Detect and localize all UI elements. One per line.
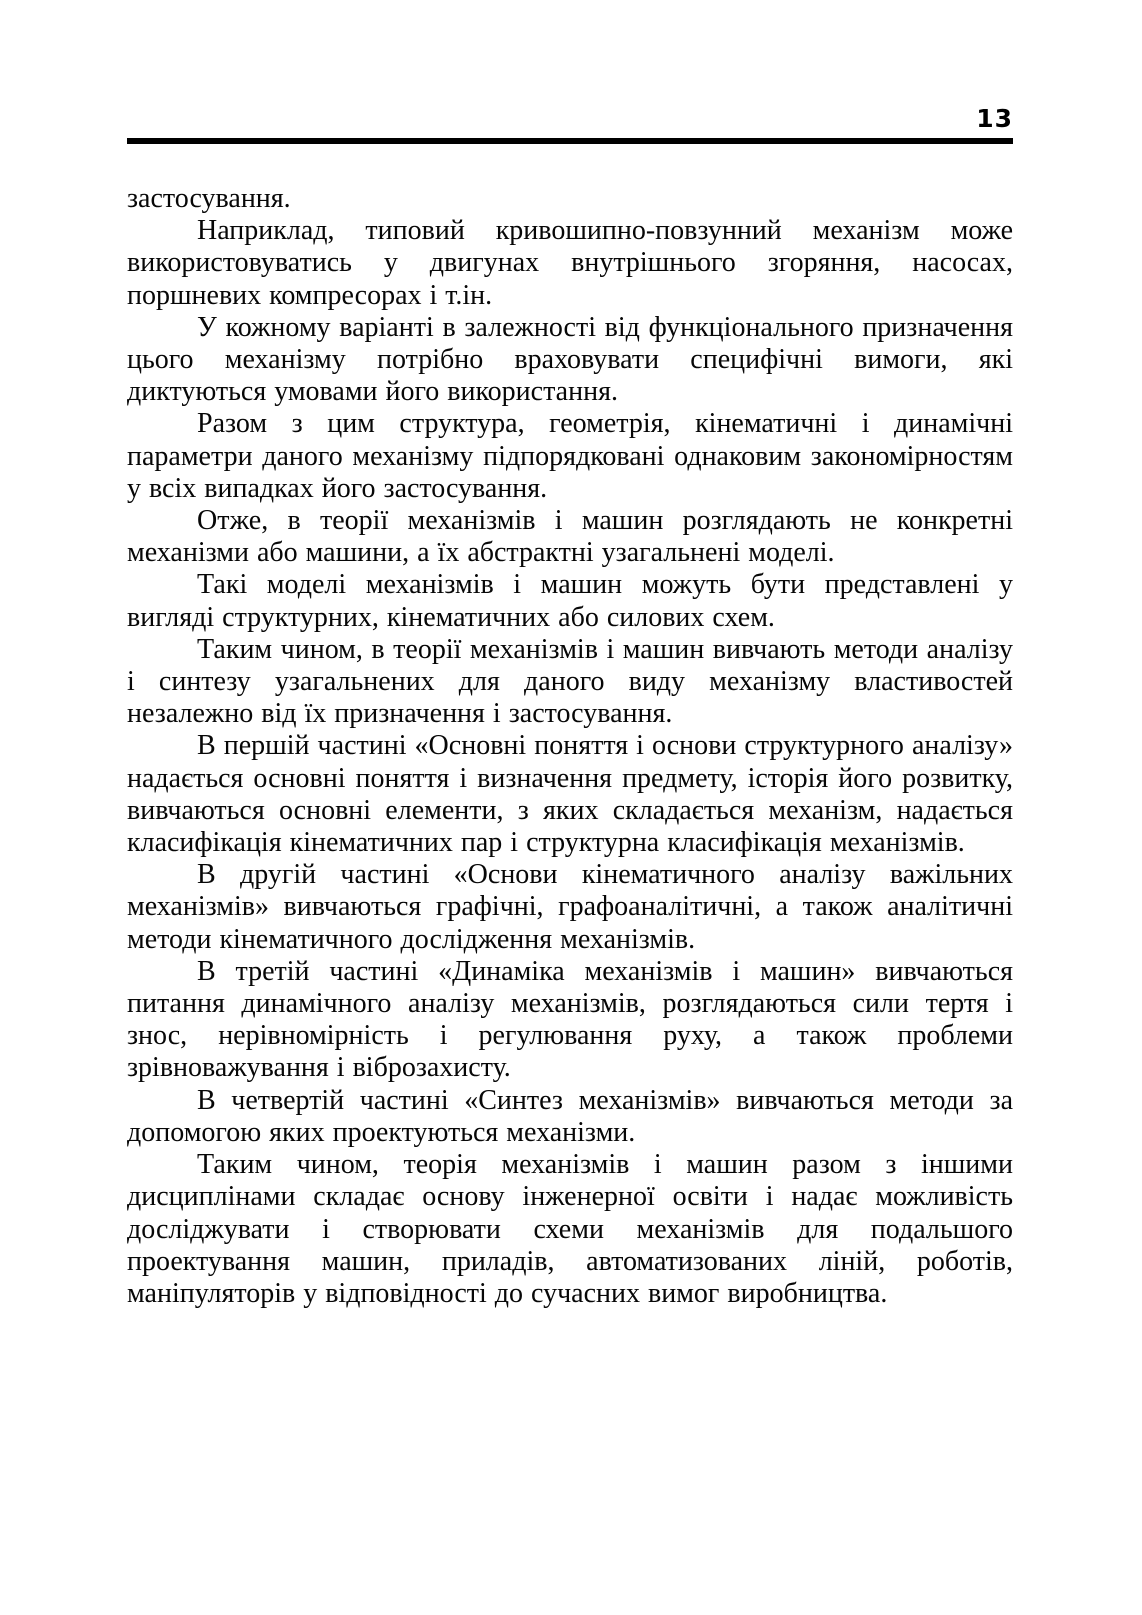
- paragraph: Разом з цим структура, геометрія, кінематичні і динамічні параметри даного механізму підпорядковані однаковим закономірностям у всіх випадках його застосування.: [127, 408, 1013, 504]
- paragraph: Такі моделі механізмів і машин можуть бути представлені у вигляді структурних, кінематичних або силових схем.: [127, 569, 1013, 633]
- paragraph: Таким чином, теорія механізмів і машин разом з іншими дисциплінами складає основу інженерної освіти і надає можливість досліджувати і створювати схеми механізмів для подальшого проектування машин, приладів, автоматизованих ліній, роботів, маніпуляторів у відповідності до сучасних вимог виробництва.: [127, 1149, 1013, 1309]
- page-number: 13: [976, 104, 1013, 133]
- paragraph: В першій частині «Основні поняття і основи структурного аналізу» надається основні поняття і визначення предмету, історія його розвитку, вивчаються основні елементи, з яких складається механізм, надається класифікація кінематичних пар і структурна класифікація механізмів.: [127, 730, 1013, 859]
- paragraph: Отже, в теорії механізмів і машин розглядають не конкретні механізми або машини, а їх абстрактні узагальнені моделі.: [127, 505, 1013, 569]
- header-rule: [127, 138, 1013, 144]
- paragraph: У кожному варіанті в залежності від функціонального призначення цього механізму потрібно враховувати специфічні вимоги, які диктуються умовами його використання.: [127, 311, 1013, 408]
- page-body: [127, 183, 1013, 1310]
- paragraph: В четвертій частині «Синтез механізмів» вивчаються методи за допомогою яких проектуються механізми.: [127, 1084, 1013, 1148]
- page-header: [127, 0, 1013, 144]
- paragraph: Таким чином, в теорії механізмів і машин вивчають методи аналізу і синтезу узагальнених для даного виду механізму властивостей незалежно від їх призначення і застосування.: [127, 633, 1013, 730]
- paragraph: В третій частині «Динаміка механізмів і машин» вивчаються питання динамічного аналізу механізмів, розглядаються сили тертя і знос, нерівномірність і регулювання руху, а також проблеми зрівноважування і віброзахисту.: [127, 955, 1013, 1084]
- paragraph: застосування.: [127, 183, 291, 214]
- paragraph: Наприклад, типовий кривошипно-повзунний механізм може використовуватись у двигунах внутрішнього згоряння, насосах, поршневих компресорах і т.ін.: [127, 215, 1013, 311]
- paragraph: В другій частині «Основи кінематичного аналізу важільних механізмів» вивчаються графічні, графоаналітичні, а також аналітичні методи кінематичного дослідження механізмів.: [127, 859, 1013, 955]
